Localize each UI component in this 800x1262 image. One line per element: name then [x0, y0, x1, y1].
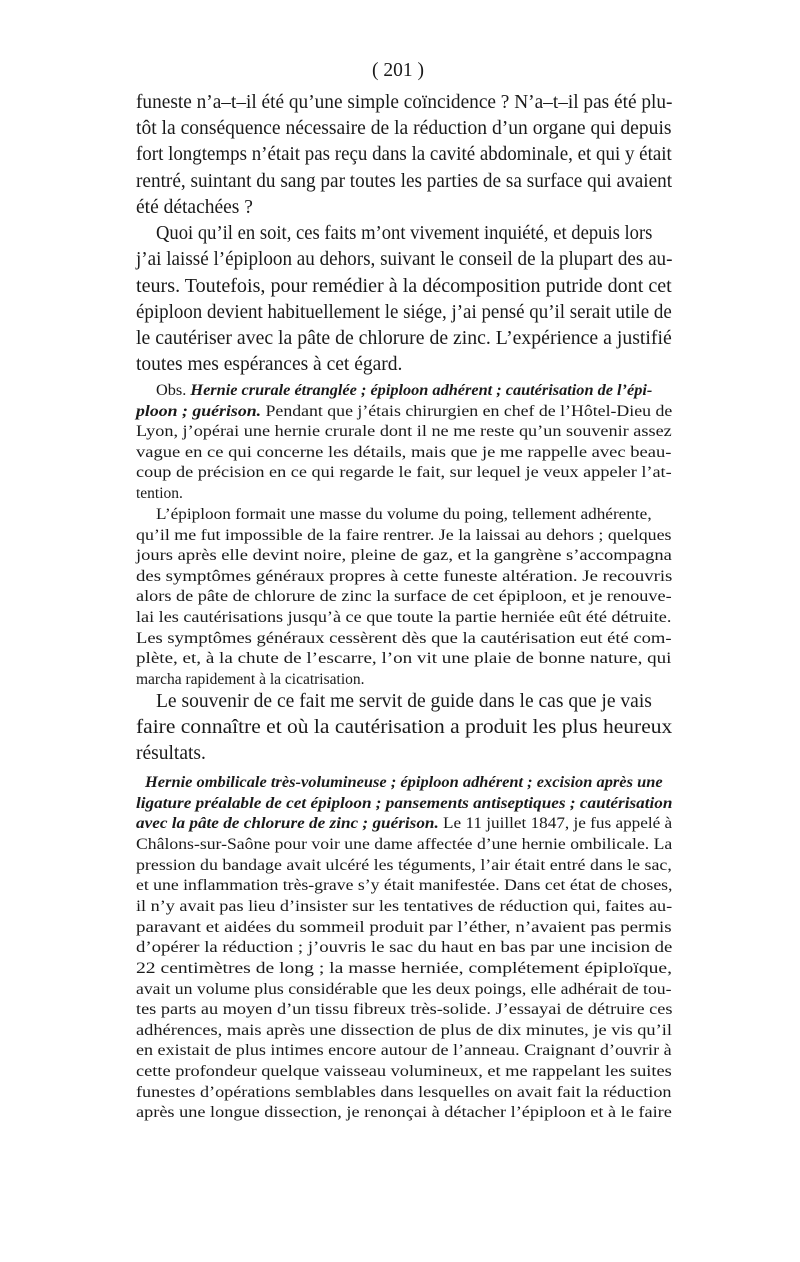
text-line: Châlons-sur-Saône pour voir une dame affectée d’une hernie ombilicale. La: [136, 836, 673, 853]
text-line: fort longtemps n’était pas reçu dans la cavité abdominale, et qui y était: [136, 144, 672, 165]
text-line: le cautériser avec la pâte de chlorure de zinc. L’expérience a justifié: [136, 328, 672, 349]
text-line: Les symptômes généraux cessèrent dès que la cautérisation eut été com-: [136, 630, 672, 647]
text-line: il n’y avait pas lieu d’insister sur les tentatives de réduction qui, faites au-: [136, 898, 673, 915]
text-line: Quoi qu’il en soit, ces faits m’ont vivement inquiété, et depuis lors: [156, 223, 653, 244]
text-line: coup de précision en ce qui regarde le fait, sur lequel je veux appeler l’at-: [136, 464, 672, 481]
text-line: jours après elle devint noire, pleine de gaz, et la gangrène s’accompagna: [136, 547, 672, 564]
text-segment: avec la pâte de chlorure de zinc ; guérison.: [136, 815, 439, 832]
text-line: funestes d’opérations semblables dans lesquelles on avait fait la réduction: [136, 1084, 672, 1101]
text-line: ligature préalable de cet épiploon ; pansements antiseptiques ; cautérisation: [136, 795, 673, 812]
text-line: 22 centimètres de long ; la masse herniée, complétement épiploïque,: [136, 960, 672, 977]
text-line: teurs. Toutefois, pour remédier à la décomposition putride dont cet: [136, 276, 672, 297]
text-line: paravant et aidées du sommeil produit par l’éther, n’avaient pas permis: [136, 919, 672, 936]
text-line: j’ai laissé l’épiploon au dehors, suivant le conseil de la plupart des au-: [136, 249, 673, 270]
text-line: Hernie ombilicale très-volumineuse ; épiploon adhérent ; excision après une: [145, 774, 663, 791]
text-segment: ploon ; guérison.: [136, 403, 262, 420]
text-line: funeste n’a–t–il été qu’une simple coïncidence ? N’a–t–il pas été plu-: [136, 92, 673, 113]
text-line: tes parts au moyen d’un tissu fibreux très-solide. J’essayai de détruire ces: [136, 1001, 673, 1018]
text-line: pression du bandage avait ulcéré les téguments, l’air était entré dans le sac,: [136, 857, 672, 874]
text-segment: Obs.: [156, 382, 191, 399]
page-number: ( 201 ): [372, 60, 424, 81]
text-line: [136, 816, 672, 832]
text-line: d’opérer la réduction ; j’ouvris le sac du haut en bas par une incision de: [136, 939, 673, 956]
text-line: rentré, suintant du sang par toutes les parties de sa surface qui avaient: [136, 171, 673, 192]
text-line: adhérences, mais après une dissection de plus de dix minutes, je vis qu’il: [136, 1022, 672, 1039]
text-line: faire connaître et où la cautérisation a produit les plus heureux: [136, 717, 673, 738]
text-line: L’épiploon formait une masse du volume du poing, tellement adhérente,: [156, 506, 652, 523]
text-line: toutes mes espérances à cet égard.: [136, 354, 403, 375]
text-line: Le souvenir de ce fait me servit de guide dans le cas que je vais: [156, 691, 652, 712]
text-line: [136, 404, 672, 420]
text-line: et une inflammation très-grave s’y était manifestée. Dans cet état de choses,: [136, 877, 673, 894]
text-line: des symptômes généraux propres à cette funeste altération. Je recouvris: [136, 568, 673, 585]
text-line: lai les cautérisations jusqu’à ce que toute la partie herniée eût été détruite.: [136, 609, 672, 626]
text-line: qu’il me fut impossible de la faire rentrer. Je la laissai au dehors ; quelques: [136, 527, 672, 544]
text-line: avait un volume plus considérable que les deux poings, elle adhérait de tou-: [136, 981, 672, 998]
text-line: après une longue dissection, je renonçai à détacher l’épiploon et à le faire: [136, 1104, 672, 1121]
text-line: plète, et, à la chute de l’escarre, l’on vit une plaie de bonne nature, qui: [136, 650, 672, 667]
text-line: épiploon devient habituellement le siége, j’ai pensé qu’il serait utile de: [136, 302, 672, 323]
text-line: Lyon, j’opérai une hernie crurale dont il ne me reste qu’un souvenir assez: [136, 423, 672, 440]
text-segment: Hernie crurale étranglée ; épiploon adhérent ; cautérisation de l’épi-: [190, 382, 653, 399]
text-line: en existait de plus intimes encore autour de l’anneau. Craignant d’ouvrir à: [136, 1042, 672, 1059]
text-segment: Pendant que j’étais chirurgien en chef de l’Hôtel-Dieu de: [261, 403, 673, 420]
text-line: été détachées ?: [136, 197, 253, 218]
text-line: [156, 383, 652, 399]
text-line: tention.: [136, 485, 183, 502]
text-segment: Le 11 juillet 1847, je fus appelé à: [438, 815, 673, 832]
text-line: alors de pâte de chlorure de zinc la surface de cet épiploon, et je renouve-: [136, 588, 672, 605]
text-line: cette profondeur quelque vaisseau volumineux, et me rappelant les suites: [136, 1063, 672, 1080]
text-line: résultats.: [136, 743, 206, 764]
text-line: marcha rapidement à la cicatrisation.: [136, 671, 365, 688]
text-line: vague en ce qui concerne les détails, mais que je me rappelle avec beau-: [136, 444, 672, 461]
text-line: tôt la conséquence nécessaire de la réduction d’un organe qui depuis: [136, 118, 672, 139]
